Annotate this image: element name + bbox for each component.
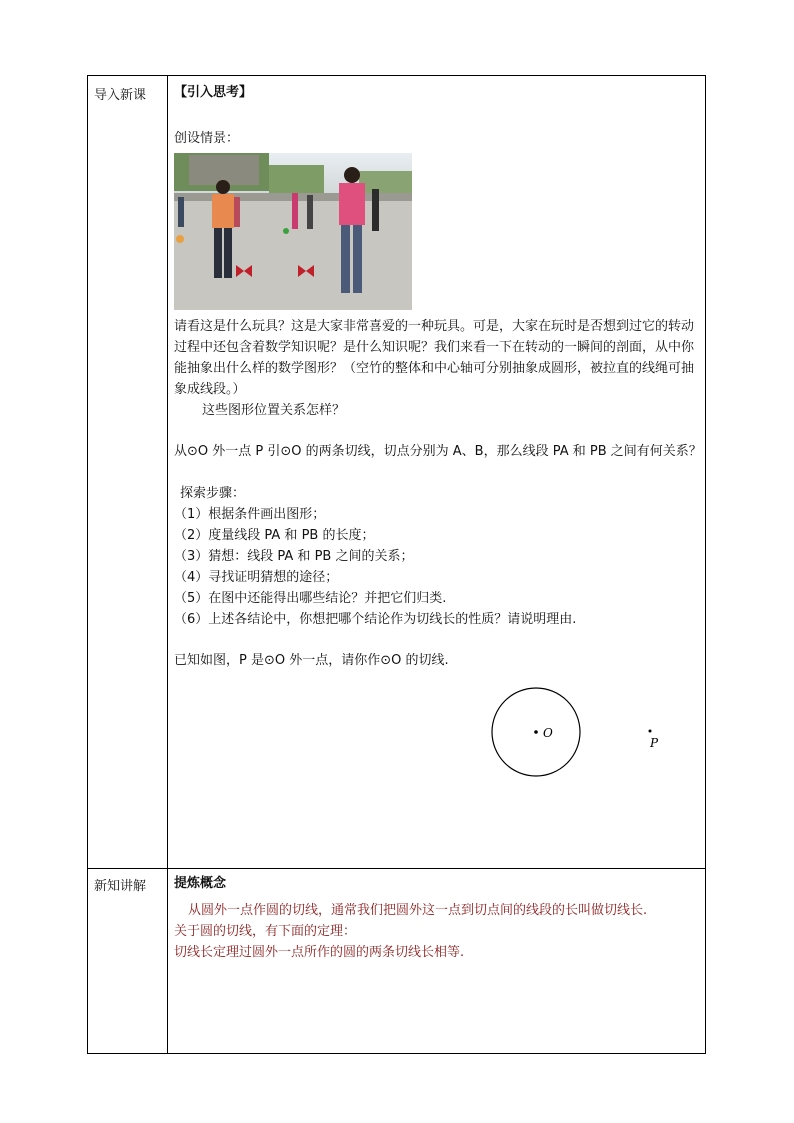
step-4: （4）寻找证明猜想的途径； xyxy=(174,570,339,585)
steps-title: 探索步骤： xyxy=(180,486,246,501)
tangent-question: 从⊙O 外一点 P 引⊙O 的两条切线，切点分别为 A、B，那么线段 PA 和 PB 之间有何关系？ xyxy=(174,444,702,459)
row-divider xyxy=(88,868,705,869)
row-label-intro: 导入新课 xyxy=(94,88,147,103)
diabolo-photo xyxy=(174,153,412,310)
center-point xyxy=(534,730,538,734)
concept-definition: 从圆外一点作圆的切线，通常我们把圆外这一点到切点间的线段的长叫做切线长. xyxy=(188,903,648,918)
step-2: （2）度量线段 PA 和 PB 的长度； xyxy=(174,528,375,543)
column-divider xyxy=(167,76,168,1053)
concept-intro: 关于圆的切线，有下面的定理： xyxy=(174,924,357,939)
scenario-label: 创设情景： xyxy=(174,131,240,146)
step-5: （5）在图中还能得出哪些结论？并把它们归类. xyxy=(174,591,447,606)
construction-task: 已知如图，P 是⊙O 外一点，请你作⊙O 的切线. xyxy=(174,653,449,668)
relation-question: 这些图形位置关系怎样？ xyxy=(202,403,346,418)
step-6: （6）上述各结论中，你想把哪个结论作为切线长的性质？请说明理由. xyxy=(174,612,577,627)
row-label-new-knowledge: 新知讲解 xyxy=(94,879,147,894)
concept-heading: 提炼概念 xyxy=(174,876,227,891)
point-p xyxy=(649,730,652,733)
step-1: （1）根据条件画出图形； xyxy=(174,507,326,522)
circle-figure xyxy=(480,680,680,790)
step-3: （3）猜想：线段 PA 和 PB 之间的关系； xyxy=(174,549,414,564)
label-o: O xyxy=(543,726,553,740)
tangent-length-theorem: 切线长定理过圆外一点所作的圆的两条切线长相等. xyxy=(174,945,465,960)
intro-paragraph: 请看这是什么玩具？这是大家非常喜爱的一种玩具。可是，大家在玩时是否想到过它的转动过程中还包含着数学知识呢？是什么知识呢？我们来看一下在转动的一瞬间的剖面，从中你能抽象出什么样的数学图形？（空竹的整体和中心轴可分别抽象成圆形，被拉直的线绳可抽象成线段。） xyxy=(174,319,695,397)
label-p: P xyxy=(650,736,659,750)
intro-heading: 【引入思考】 xyxy=(174,85,253,100)
